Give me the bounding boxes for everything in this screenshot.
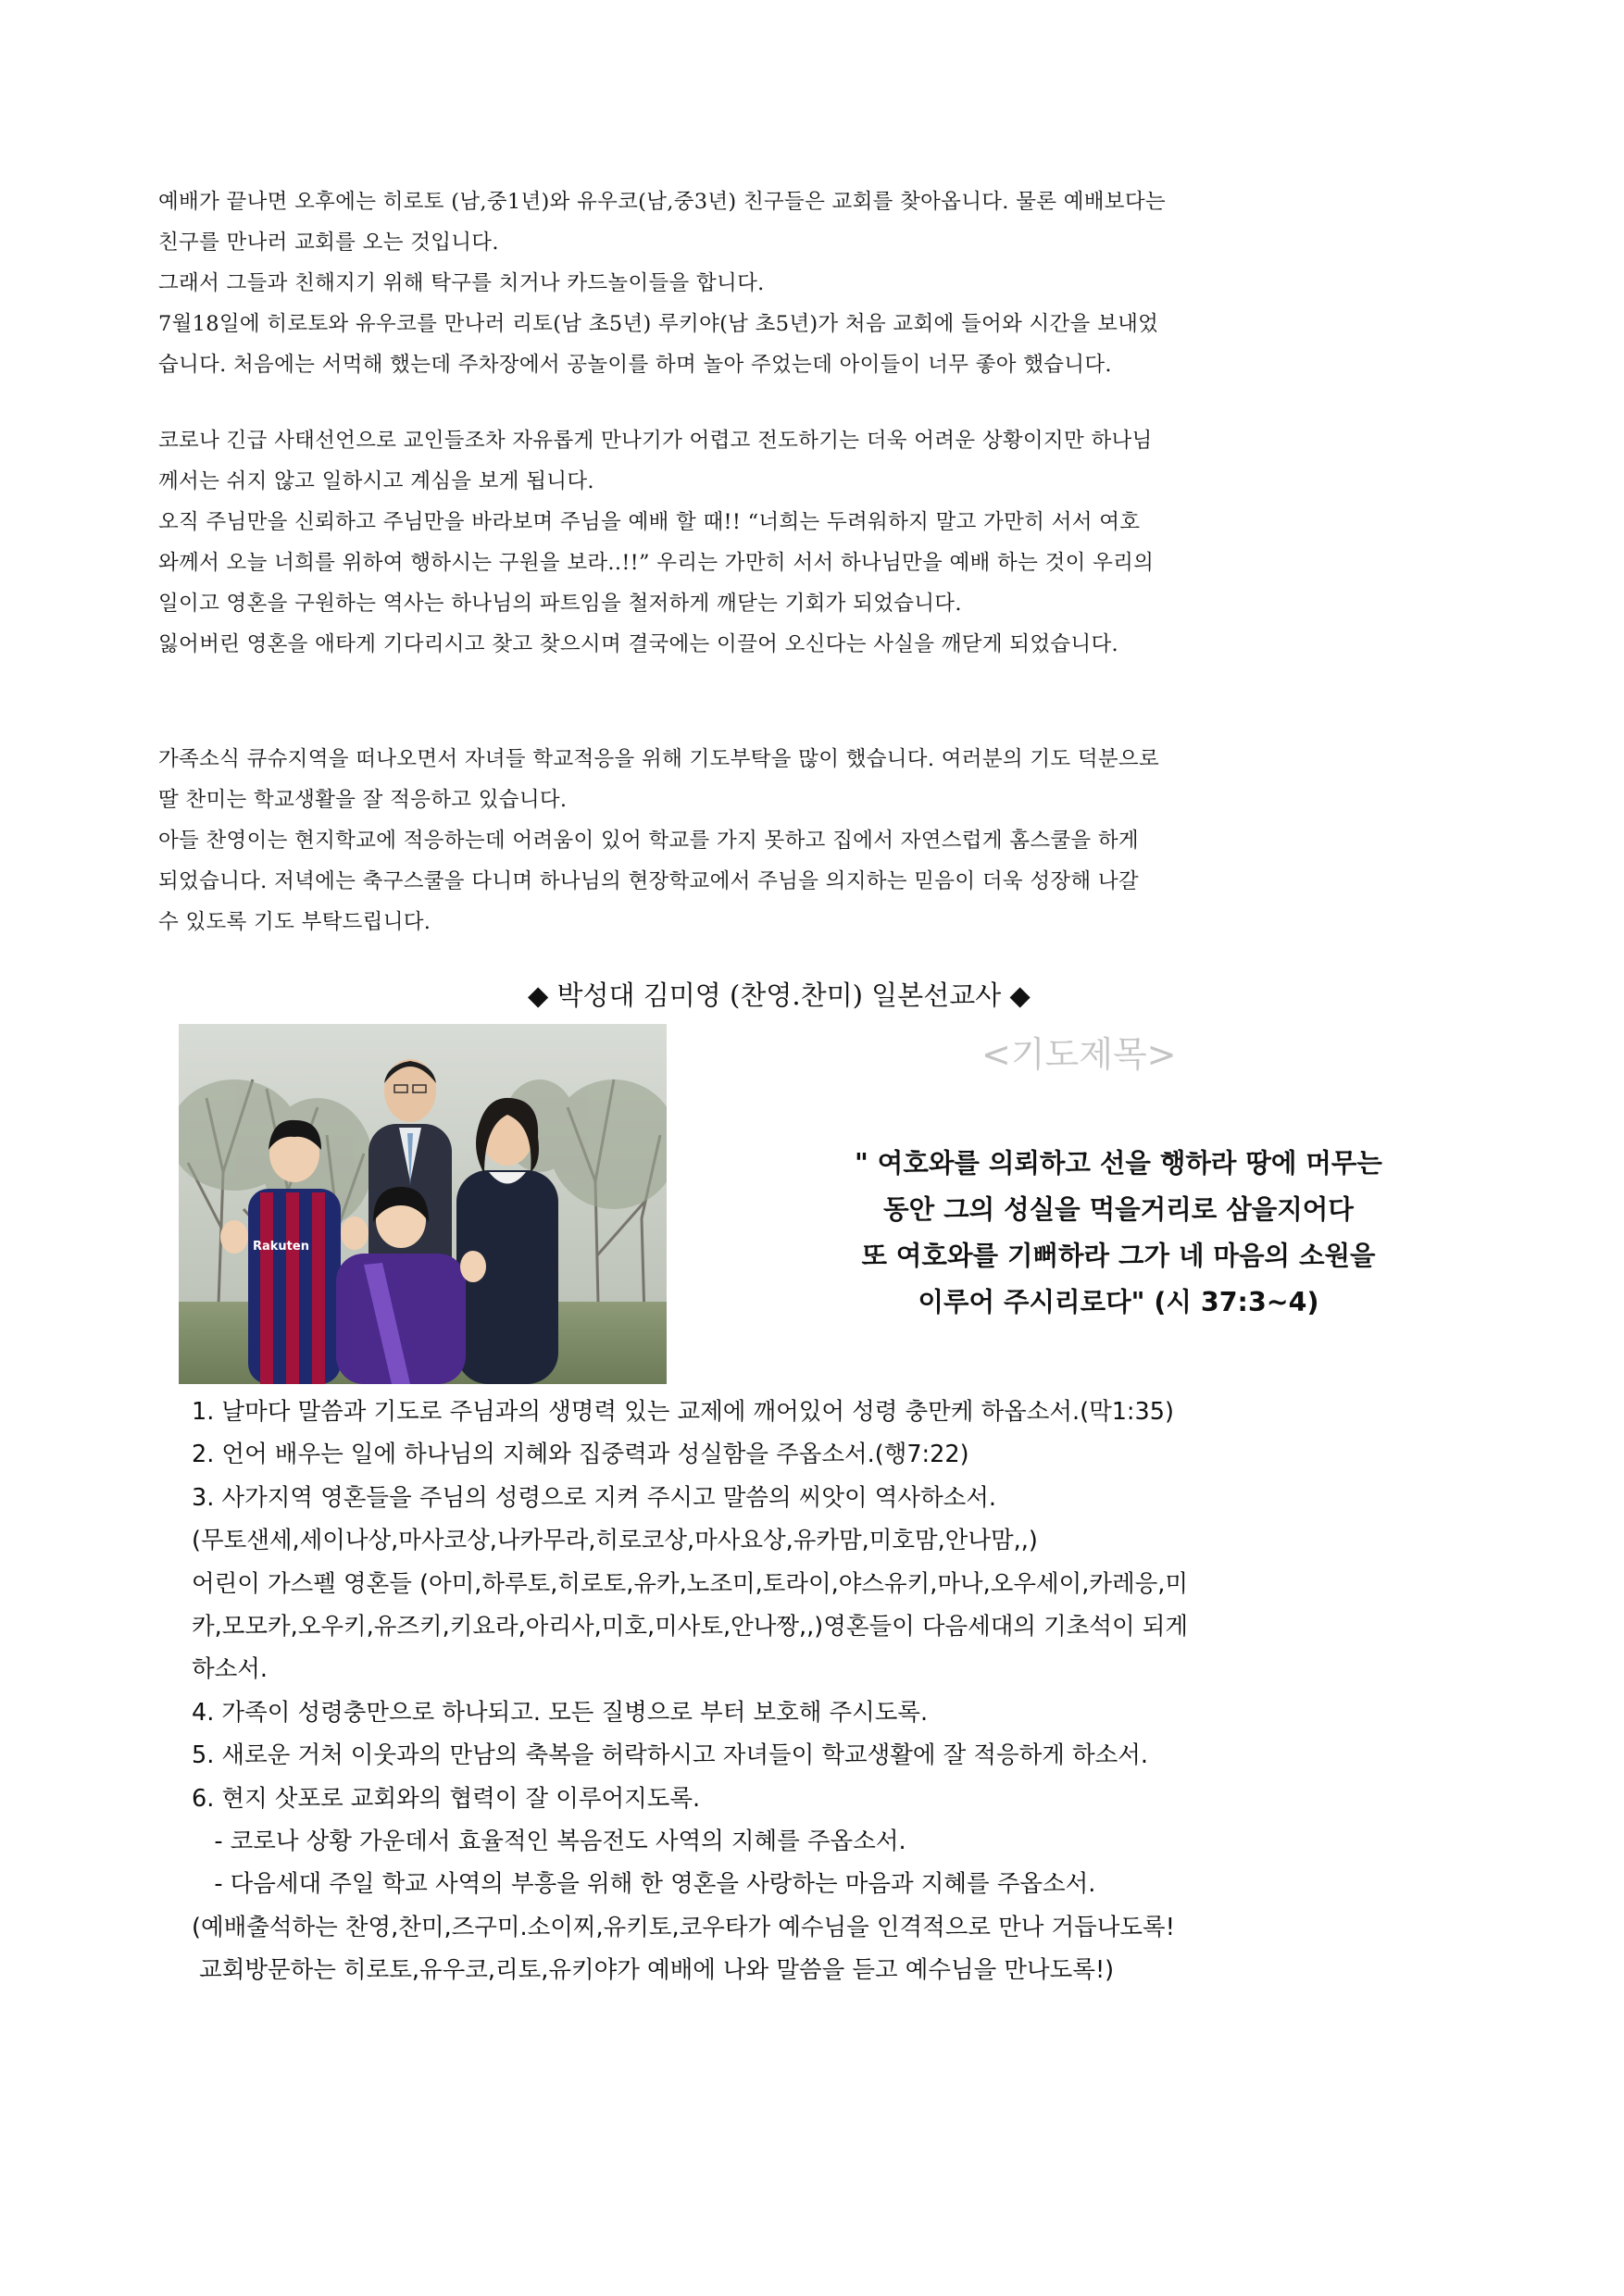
prayer-item: (무토샌세,세이나상,마사코상,나카무라,히로코상,마사요상,유카맘,미호맘,안나맘,,) [192, 1527, 1038, 1555]
text-line: 그래서 그들과 친해지기 위해 탁구를 치거나 카드놀이들을 합니다. [158, 271, 765, 295]
verse-line: 동안 그의 성실을 먹을거리로 삼을지어다 [883, 1194, 1354, 1225]
text-line: 오직 주님만을 신뢰하고 주님만을 바라보며 주님을 예배 할 때!! “너희는 두려워하지 말고 가만히 서서 여호 [158, 510, 1141, 534]
text-line: 일이고 영혼을 구원하는 역사는 하나님의 파트임을 철저하게 깨닫는 기회가 되었습니다. [158, 592, 962, 616]
shirt-text: Rakuten [253, 1240, 309, 1254]
text-line: 딸 찬미는 학교생활을 잘 적응하고 있습니다. [158, 788, 568, 812]
text-line: 께서는 쉬지 않고 일하시고 계심을 보게 됩니다. [158, 469, 594, 493]
text-line: 가족소식 큐슈지역을 떠나오면서 자녀들 학교적응을 위해 기도부탁을 많이 했습니다. 여러분의 기도 덕분으로 [158, 747, 1160, 771]
text-line: 잃어버린 영혼을 애타게 기다리시고 찾고 찾으시며 결국에는 이끌어 오신다는 사실을 깨닫게 되었습니다. [158, 632, 1118, 656]
text-line: 아들 찬영이는 현지학교에 적응하는데 어려움이 있어 학교를 가지 못하고 집에서 자연스럽게 홈스쿨을 하게 [158, 829, 1139, 853]
prayer-subitem: - 코로나 상황 가운데서 효율적인 복음전도 사역의 지혜를 주옵소서. [192, 1828, 906, 1856]
prayer-item: (예배출석하는 찬영,찬미,즈구미.소이찌,유키토,코우타가 예수님을 인격적으로 만나 거듭나도록! [192, 1913, 1175, 1941]
family-photo [179, 1024, 667, 1384]
prayer-item: 2. 언어 배우는 일에 하나님의 지혜와 집중력과 성실함을 주옵소서.(행7:22) [192, 1441, 969, 1469]
text-line: 습니다. 처음에는 서먹해 했는데 주차장에서 공놀이를 하며 놀아 주었는데 아이들이 너무 좋아 했습니다. [158, 353, 1112, 377]
verse-line: 이루어 주시리로다" (시 37:3~4) [918, 1287, 1319, 1317]
bible-verse [757, 1141, 1480, 1326]
prayer-list [192, 1391, 1423, 1992]
verse-line: " 여호와를 의뢰하고 선을 행하라 땅에 머무는 [855, 1148, 1382, 1179]
text-line: 7월18일에 히로토와 유우코를 만나러 리토(남 초5년) 루키야(남 초5년)가 처음 교회에 들어와 시간을 보내었 [158, 312, 1159, 336]
prayer-item: 6. 현지 삿포로 교회와의 협력이 잘 이루어지도록. [192, 1784, 701, 1813]
text-line: 와께서 오늘 너희를 위하여 행하시는 구원을 보라..!!” 우리는 가만히 서서 하나님만을 예배 하는 것이 우리의 [158, 551, 1155, 575]
prayer-item: 카,모모카,오우키,유즈키,키요라,아리사,미호,미사토,안나짱,,)영혼들이 다음세대의 기초석이 되게 [192, 1613, 1189, 1641]
prayer-item: 1. 날마다 말씀과 기도로 주님과의 생명력 있는 교제에 깨어있어 성령 충만케 하옵소서.(막1:35) [192, 1398, 1174, 1426]
prayer-item: 3. 사가지역 영혼들을 주님의 성령으로 지켜 주시고 말씀의 씨앗이 역사하소서. [192, 1483, 997, 1512]
paragraph-corona-reflection [158, 420, 1450, 665]
text-line: 수 있도록 기도 부탁드립니다. [158, 910, 431, 934]
prayer-item: 교회방문하는 히로토,유우코,리토,유키야가 예배에 나와 말씀을 듣고 예수님을 만나도록!) [192, 1956, 1115, 1985]
text-line: 예배가 끝나면 오후에는 히로토 (남,중1년)와 유우코(남,중3년) 친구들은 교회를 찾아옵니다. 물론 예배보다는 [158, 190, 1166, 214]
paragraph-youth-visits [158, 181, 1450, 385]
text-line: 코로나 긴급 사태선언으로 교인들조차 자유롭게 만나기가 어렵고 전도하기는 더욱 어려운 상황이지만 하나님 [158, 429, 1153, 453]
text-line: 되었습니다. 저녁에는 축구스쿨을 다니며 하나님의 현장학교에서 주님을 의지하는 믿음이 더욱 성장해 나갈 [158, 869, 1139, 893]
prayer-item: 어린이 가스펠 영혼들 (아미,하루토,히로토,유카,노조미,토라이,야스유키,마나,오우세이,카레응,미 [192, 1569, 1189, 1598]
prayer-item: 하소서. [192, 1655, 269, 1684]
paragraph-family-news [158, 739, 1450, 942]
text-line: 친구를 만나러 교회를 오는 것입니다. [158, 231, 499, 255]
prayer-item: 5. 새로운 거처 이웃과의 만남의 축복을 허락하시고 자녀들이 학교생활에 잘 적응하게 하소서. [192, 1741, 1149, 1770]
prayer-subitem: - 다음세대 주일 학교 사역의 부흥을 위해 한 영혼을 사랑하는 마음과 지혜를 주옵소서. [192, 1870, 1096, 1899]
prayer-title: <기도제목> [981, 1034, 1177, 1075]
prayer-item: 4. 가족이 성령충만으로 하나되고. 모든 질병으로 부터 보호해 주시도록. [192, 1698, 929, 1727]
verse-line: 또 여호와를 기뻐하라 그가 네 마음의 소원을 [861, 1241, 1376, 1271]
missionary-heading: ◆ 박성대 김미영 (찬영.찬미) 일본선교사 ◆ [528, 980, 1031, 1011]
